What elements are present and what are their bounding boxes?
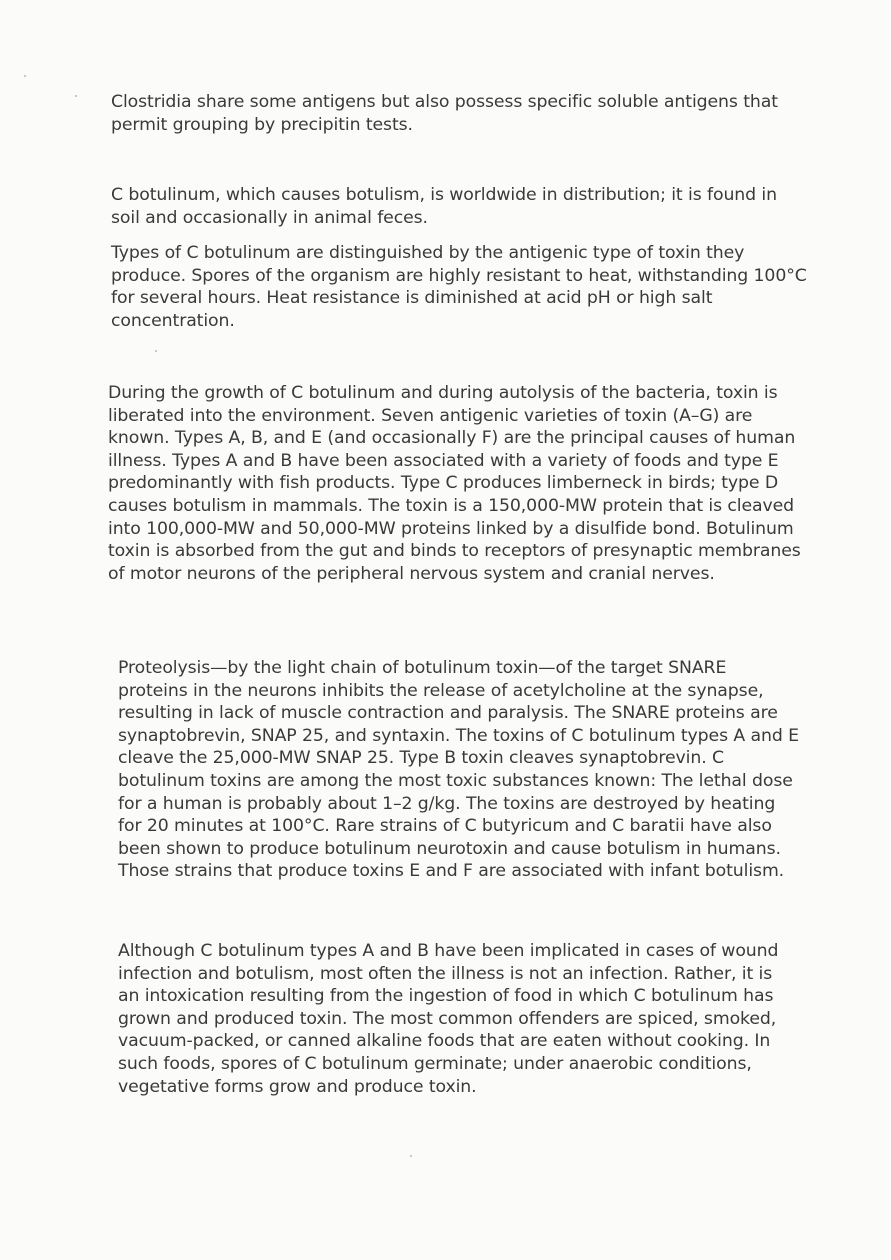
text-line: toxin is absorbed from the gut and binds to receptors of presynaptic membranes: [108, 541, 801, 562]
text-line: been shown to produce botulinum neurotoxin and cause botulism in humans.: [118, 838, 781, 859]
scan-speck: [75, 95, 77, 97]
text-line: of motor neurons of the peripheral nervous system and cranial nerves.: [108, 563, 715, 584]
text-line: vegetative forms grow and produce toxin.: [118, 1076, 477, 1097]
text-line: botulinum toxins are among the most toxic substances known: The lethal dose: [118, 770, 793, 791]
text-line: Those strains that produce toxins E and F are associated with infant botulism.: [118, 861, 785, 882]
text-line: cleave the 25,000-MW SNAP 25. Type B toxin cleaves synaptobrevin. C: [118, 748, 724, 769]
paragraph-intoxication: [118, 940, 778, 1098]
text-line: illness. Types A and B have been associated with a variety of foods and type E: [108, 450, 779, 471]
text-line: C botulinum, which causes botulism, is worldwide in distribution; it is found in: [111, 185, 777, 205]
text-line: an intoxication resulting from the ingestion of food in which C botulinum has: [118, 986, 774, 1007]
scan-speck: [155, 350, 157, 352]
text-line: soil and occasionally in animal feces.: [111, 207, 428, 228]
text-line: produce. Spores of the organism are highly resistant to heat, withstanding 100°C: [111, 265, 807, 286]
text-line: such foods, spores of C botulinum germinate; under anaerobic conditions,: [118, 1053, 752, 1074]
text-line: for 20 minutes at 100°C. Rare strains of C butyricum and C baratii have also: [118, 816, 772, 837]
text-line: vacuum-packed, or canned alkaline foods that are eaten without cooking. In: [118, 1031, 771, 1052]
text-line: into 100,000-MW and 50,000-MW proteins linked by a disulfide bond. Botulinum: [108, 518, 794, 539]
text-line: for several hours. Heat resistance is diminished at acid pH or high salt: [111, 288, 713, 309]
text-line: causes botulism in mammals. The toxin is a 150,000-MW protein that is cleaved: [108, 495, 795, 516]
text-line: grown and produced toxin. The most common offenders are spiced, smoked,: [118, 1008, 777, 1029]
paragraph-antigens: [111, 91, 778, 136]
text-line: proteins in the neurons inhibits the release of acetylcholine at the synapse,: [118, 680, 764, 701]
scan-speck: [24, 75, 26, 77]
text-line: known. Types A, B, and E (and occasionally F) are the principal causes of human: [108, 428, 796, 449]
text-line: predominantly with fish products. Type C produces limberneck in birds; type D: [108, 473, 779, 494]
text-line: Types of C botulinum are distinguished by the antigenic type of toxin they: [111, 243, 745, 263]
text-line: synaptobrevin, SNAP 25, and syntaxin. The toxins of C botulinum types A and E: [118, 725, 799, 746]
text-line: permit grouping by precipitin tests.: [111, 114, 413, 135]
text-line: concentration.: [111, 310, 235, 331]
paragraph-types-spores: [111, 242, 807, 332]
paragraph-distribution: [111, 184, 777, 229]
text-line: Clostridia share some antigens but also possess specific soluble antigens that: [111, 92, 778, 112]
scan-speck: [410, 1155, 412, 1157]
text-line: Proteolysis—by the light chain of botulinum toxin—of the target SNARE: [118, 658, 727, 678]
paragraph-toxin-varieties: [108, 382, 801, 585]
text-line: liberated into the environment. Seven antigenic varieties of toxin (A–G) are: [108, 405, 753, 426]
text-line: for a human is probably about 1–2 g/kg. The toxins are destroyed by heating: [118, 793, 776, 814]
text-line: During the growth of C botulinum and during autolysis of the bacteria, toxin is: [108, 383, 778, 403]
paragraph-proteolysis: [118, 657, 799, 883]
text-line: infection and botulism, most often the illness is not an infection. Rather, it is: [118, 963, 773, 984]
text-line: Although C botulinum types A and B have been implicated in cases of wound: [118, 941, 779, 961]
text-line: resulting in lack of muscle contraction and paralysis. The SNARE proteins are: [118, 703, 778, 724]
